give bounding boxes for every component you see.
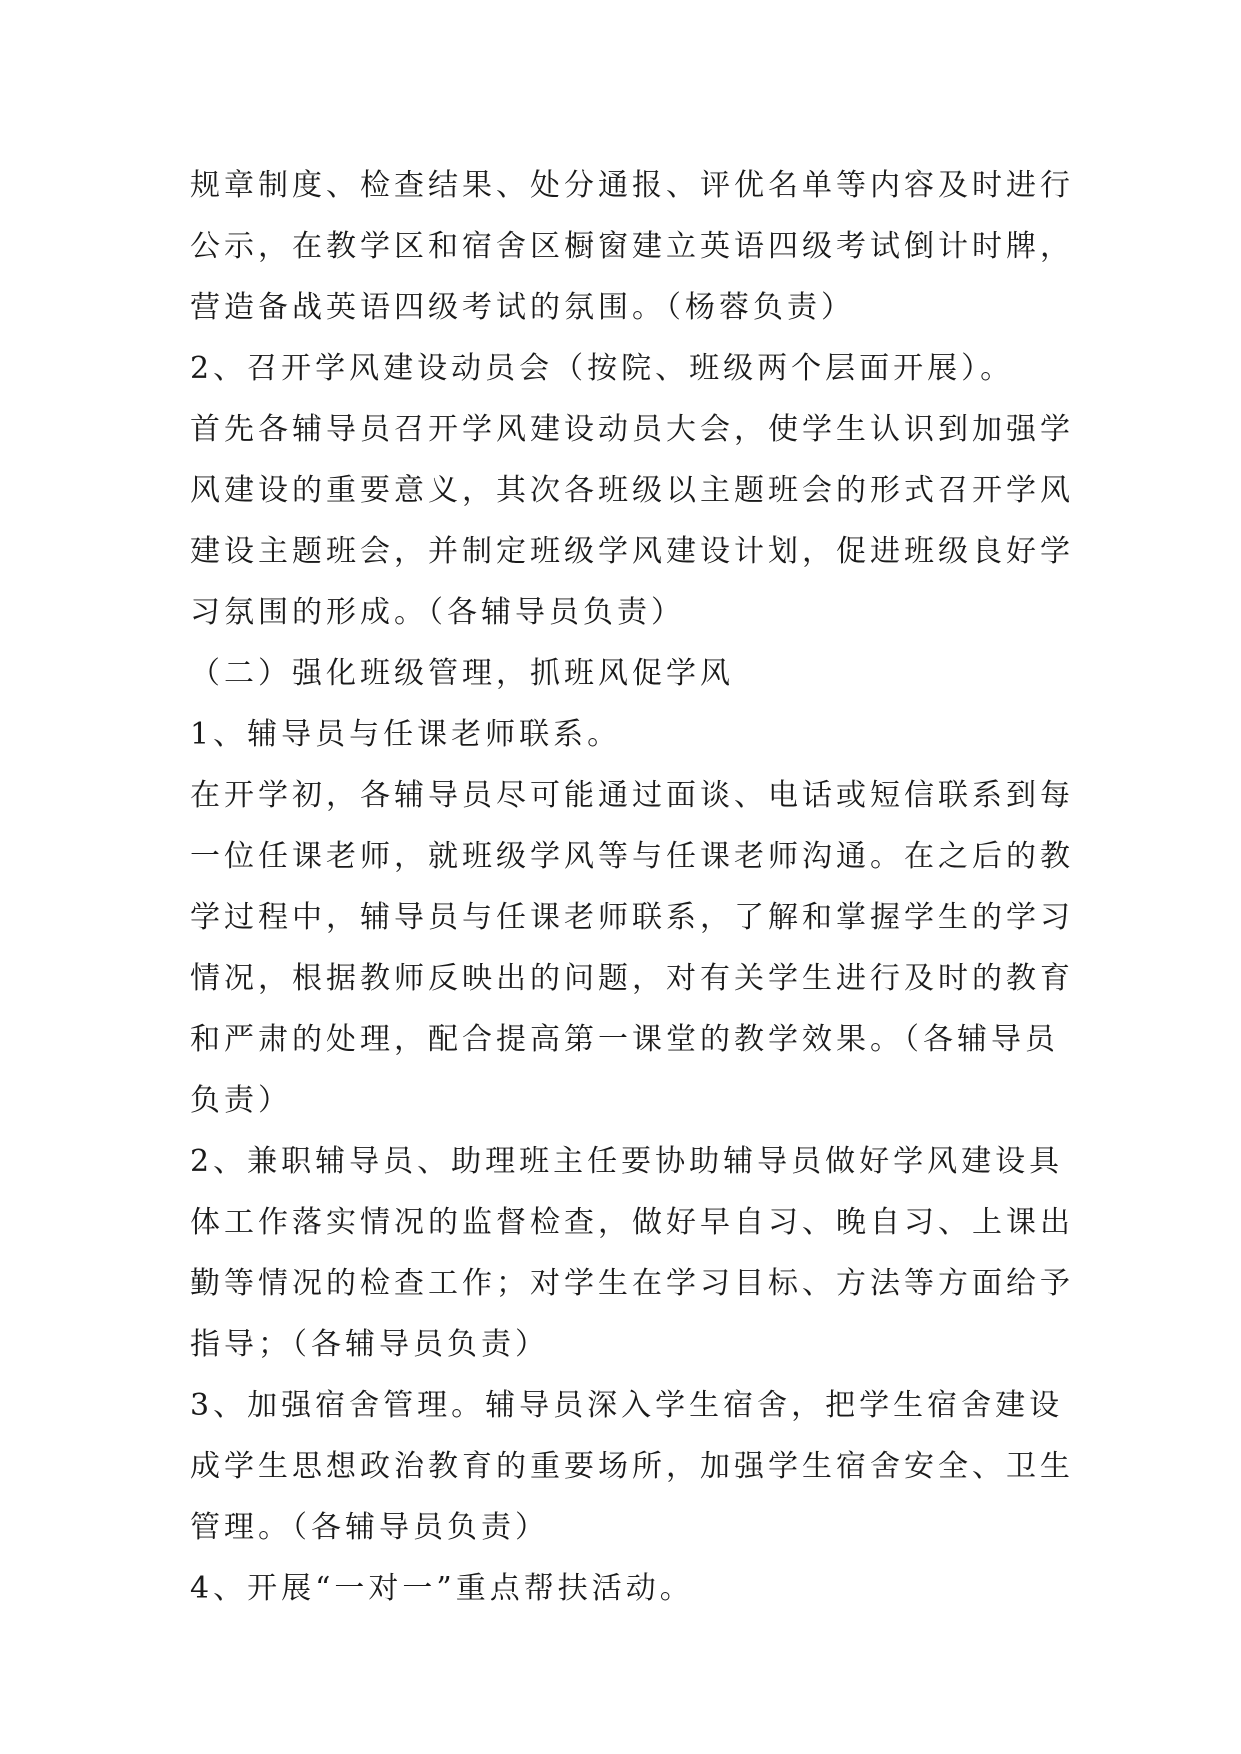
text-line: 勤等情况的检查工作；对学生在学习目标、方法等方面给予: [190, 1266, 1074, 1301]
text-line: 负责）: [190, 1083, 292, 1118]
text-line: 2、召开学风建设动员会（按院、班级两个层面开展）。: [190, 351, 1015, 386]
text-line: 营造备战英语四级考试的氛围。（杨蓉负责）: [190, 290, 855, 325]
text-line: 体工作落实情况的监督检查，做好早自习、晚自习、上课出: [190, 1205, 1074, 1240]
text-line: 2、兼职辅导员、助理班主任要协助辅导员做好学风建设具: [190, 1144, 1064, 1179]
text-line: 4、开展“一对一”重点帮扶活动。: [190, 1571, 694, 1606]
text-line: 和严肃的处理，配合提高第一课堂的教学效果。（各辅导员: [190, 1022, 1059, 1057]
text-line: 3、加强宿舍管理。辅导员深入学生宿舍，把学生宿舍建设: [190, 1388, 1064, 1423]
text-line: 习氛围的形成。（各辅导员负责）: [190, 595, 685, 630]
text-line: 指导；（各辅导员负责）: [190, 1327, 549, 1362]
text-line: 学过程中，辅导员与任课老师联系，了解和掌握学生的学习: [190, 900, 1074, 935]
text-line: 1、辅导员与任课老师联系。: [190, 717, 622, 752]
text-line: 在开学初，各辅导员尽可能通过面谈、电话或短信联系到每: [190, 778, 1074, 813]
section-heading: （二）强化班级管理，抓班风促学风: [190, 656, 734, 691]
text-line: 规章制度、检查结果、处分通报、评优名单等内容及时进行: [190, 168, 1074, 203]
text-line: 公示，在教学区和宿舍区橱窗建立英语四级考试倒计时牌，: [190, 229, 1074, 264]
text-line: 首先各辅导员召开学风建设动员大会，使学生认识到加强学: [190, 412, 1074, 447]
document-body: [190, 155, 1074, 1619]
text-line: 成学生思想政治教育的重要场所，加强学生宿舍安全、卫生: [190, 1449, 1074, 1484]
text-line: 建设主题班会，并制定班级学风建设计划，促进班级良好学: [190, 534, 1074, 569]
text-line: 管理。（各辅导员负责）: [190, 1510, 549, 1545]
text-line: 风建设的重要意义，其次各班级以主题班会的形式召开学风: [190, 473, 1074, 508]
text-line: 情况，根据教师反映出的问题，对有关学生进行及时的教育: [190, 961, 1074, 996]
text-line: 一位任课老师，就班级学风等与任课老师沟通。在之后的教: [190, 839, 1074, 874]
